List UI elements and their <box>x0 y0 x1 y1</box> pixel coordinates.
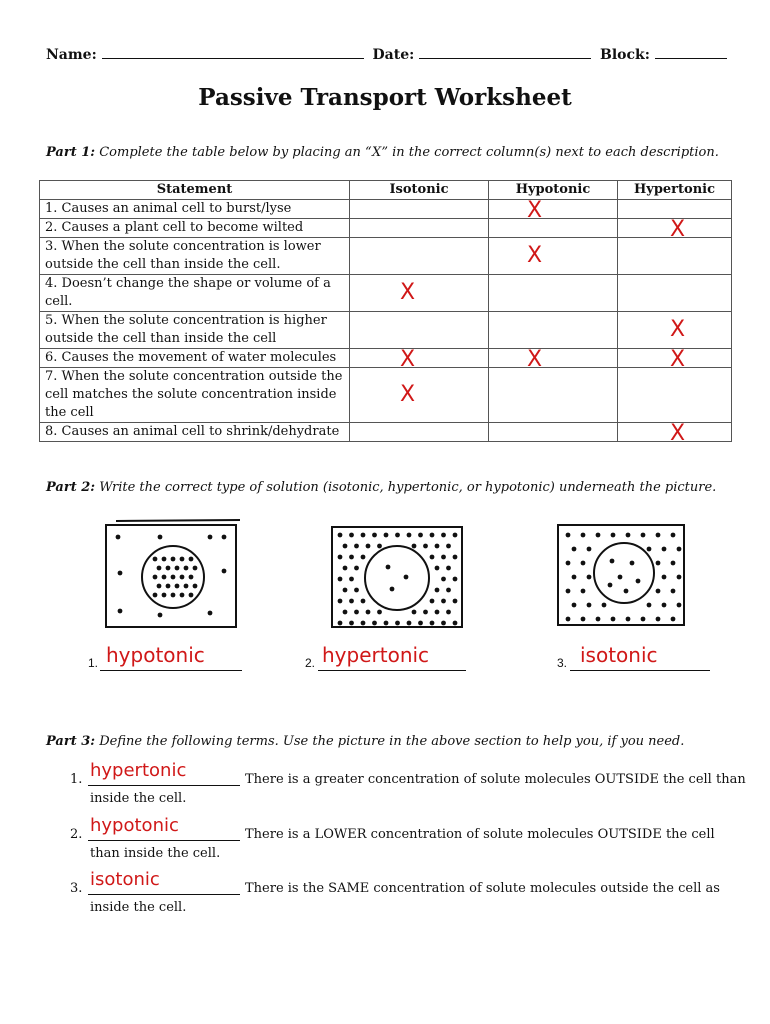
hypertonic-cell[interactable] <box>618 217 732 242</box>
statement-cell: 6. Causes the movement of water molecules <box>40 349 350 368</box>
statement-cell: 4. Doesn’t change the shape or volume of a cell. <box>40 275 350 312</box>
hypertonic-cell[interactable] <box>618 347 732 372</box>
diagram-isotonic <box>558 525 684 625</box>
table-row <box>40 219 732 238</box>
part3-instruction <box>46 734 684 749</box>
definition-text-line2: inside the cell. <box>90 791 187 806</box>
hypotonic-cell[interactable] <box>489 312 618 349</box>
part1-label: Part 1: <box>46 145 96 160</box>
hypotonic-cell[interactable] <box>489 347 618 372</box>
definition-text-line2: inside the cell. <box>90 900 187 915</box>
date-label: Date: <box>372 47 415 63</box>
answer-1-line[interactable] <box>100 670 242 671</box>
definition-number: 2. <box>70 827 83 842</box>
definition-answer-line[interactable] <box>88 894 240 895</box>
hypertonic-mark: X <box>670 421 686 446</box>
isotonic-cell[interactable] <box>350 347 489 372</box>
isotonic-cell[interactable] <box>350 200 489 219</box>
definition-number: 1. <box>70 772 83 787</box>
hypotonic-cell[interactable] <box>489 238 618 275</box>
isotonic-cell[interactable] <box>350 275 489 312</box>
table-row <box>40 312 732 349</box>
col-statement: Statement <box>40 181 350 200</box>
statement-cell: 5. When the solute concentration is higher outside the cell than inside the cell <box>40 312 350 349</box>
col-isotonic: Isotonic <box>350 181 489 200</box>
definition-number: 3. <box>70 881 83 896</box>
hypertonic-cell[interactable] <box>618 421 732 446</box>
statement-cell: 2. Causes a plant cell to become wilted <box>40 219 350 238</box>
isotonic-cell[interactable] <box>350 423 489 442</box>
hypertonic-mark: X <box>670 217 686 242</box>
definition-handwriting: hypertonic <box>90 760 187 781</box>
hypotonic-cell[interactable] <box>489 275 618 312</box>
hypotonic-mark: X <box>527 243 543 268</box>
statement-cell: 1. Causes an animal cell to burst/lyse <box>40 200 350 219</box>
statement-cell: 8. Causes an animal cell to shrink/dehydrate <box>40 423 350 442</box>
hypotonic-cell[interactable] <box>489 219 618 238</box>
hypertonic-cell[interactable] <box>618 312 732 349</box>
definition-text-line1: There is a greater concentration of solute molecules OUTSIDE the cell than <box>245 772 746 787</box>
diagram-hypotonic <box>106 520 240 627</box>
table-row <box>40 238 732 275</box>
statement-cell: 7. When the solute concentration outside the cell matches the solute concentration inside the cell <box>40 368 350 423</box>
block-field[interactable] <box>655 46 727 59</box>
answer-2-handwriting: hypertonic <box>322 643 430 667</box>
table-row <box>40 275 732 312</box>
isotonic-cell[interactable] <box>350 312 489 349</box>
hypotonic-cell[interactable] <box>489 368 618 423</box>
answer-1-number: 1. <box>88 656 99 670</box>
block-label: Block: <box>600 47 650 63</box>
table-row <box>40 368 732 423</box>
col-hypotonic: Hypotonic <box>489 181 618 200</box>
definition-text-line2: than inside the cell. <box>90 846 221 861</box>
hypotonic-cell[interactable] <box>489 423 618 442</box>
hypotonic-mark: X <box>527 347 543 372</box>
part3-text: Define the following terms. Use the picture in the above section to help you, if you need. <box>99 734 685 749</box>
isotonic-mark: X <box>400 382 416 407</box>
hypotonic-mark: X <box>527 198 543 223</box>
hypertonic-cell[interactable] <box>618 275 732 312</box>
table-header-row <box>40 181 732 200</box>
definition-text-line1: There is a LOWER concentration of solute molecules OUTSIDE the cell <box>245 827 715 842</box>
hypertonic-mark: X <box>670 317 686 342</box>
answer-3-line[interactable] <box>570 670 710 671</box>
hypertonic-cell[interactable] <box>618 368 732 423</box>
hypertonic-mark: X <box>670 347 686 372</box>
definition-answer-line[interactable] <box>88 785 240 786</box>
hypotonic-cell[interactable] <box>489 198 618 223</box>
isotonic-cell[interactable] <box>350 368 489 423</box>
part1-instruction <box>46 145 719 160</box>
definition-answer-line[interactable] <box>88 840 240 841</box>
answer-3-handwriting: isotonic <box>580 643 658 667</box>
table-row <box>40 200 732 219</box>
table-row <box>40 423 732 442</box>
isotonic-cell[interactable] <box>350 238 489 275</box>
part2-instruction <box>46 480 716 495</box>
name-label: Name: <box>46 47 97 63</box>
part2-text: Write the correct type of solution (isotonic, hypertonic, or hypotonic) underneath the picture. <box>99 480 717 495</box>
definition-handwriting: hypotonic <box>90 815 179 836</box>
col-hypertonic: Hypertonic <box>618 181 732 200</box>
part1-text: Complete the table below by placing an “X” in the correct column(s) next to each description. <box>99 145 719 160</box>
cell-diagrams <box>100 515 720 645</box>
isotonic-cell[interactable] <box>350 219 489 238</box>
answer-3-number: 3. <box>557 656 568 670</box>
answer-1-handwriting: hypotonic <box>106 643 205 667</box>
transport-table <box>39 180 732 446</box>
definition-text-line1: There is the SAME concentration of solute molecules outside the cell as <box>245 881 720 896</box>
isotonic-mark: X <box>400 347 416 372</box>
header-fields <box>46 46 746 63</box>
hypertonic-cell[interactable] <box>618 200 732 219</box>
answer-2-number: 2. <box>305 656 316 670</box>
name-field[interactable] <box>102 46 364 59</box>
page-title: Passive Transport Worksheet <box>198 84 572 111</box>
part3-label: Part 3: <box>46 734 96 749</box>
hypertonic-cell[interactable] <box>618 238 732 275</box>
part2-label: Part 2: <box>46 480 96 495</box>
table-row <box>40 349 732 368</box>
answer-2-line[interactable] <box>318 670 466 671</box>
definition-handwriting: isotonic <box>90 869 160 890</box>
diagram-hypertonic <box>332 527 462 627</box>
isotonic-mark: X <box>400 280 416 305</box>
statement-cell: 3. When the solute concentration is lower outside the cell than inside the cell. <box>40 238 350 275</box>
date-field[interactable] <box>419 46 591 59</box>
